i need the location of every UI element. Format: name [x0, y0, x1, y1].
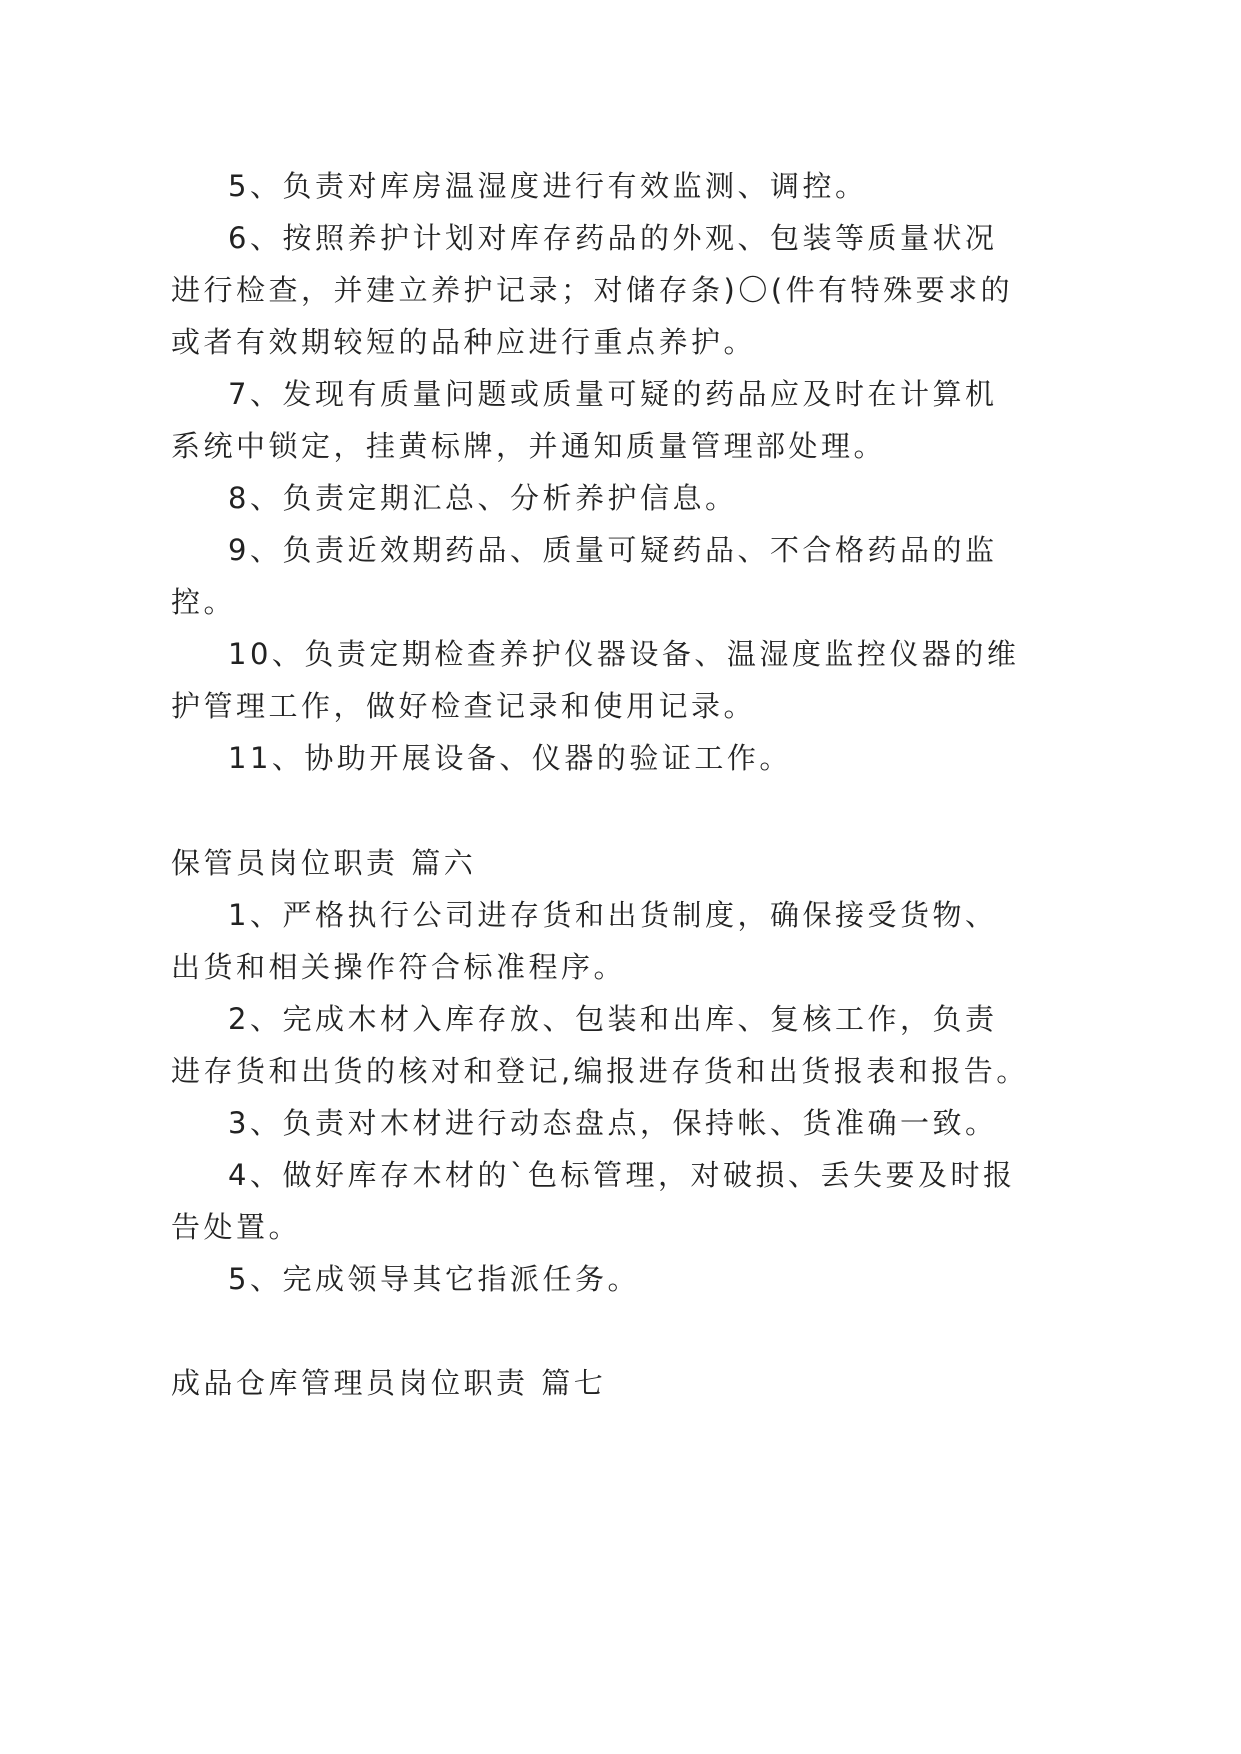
- text-line: 11、协助开展设备、仪器的验证工作。: [228, 741, 792, 775]
- text-line: 3、负责对木材进行动态盘点，保持帐、货准确一致。: [228, 1106, 998, 1140]
- text-line: 4、做好库存木材的`色标管理，对破损、丢失要及时报: [228, 1158, 1016, 1192]
- section-heading: 成品仓库管理员岗位职责 篇七: [171, 1366, 607, 1400]
- text-line: 7、发现有质量问题或质量可疑的药品应及时在计算机: [228, 377, 998, 411]
- text-line: 5、完成领导其它指派任务。: [228, 1262, 640, 1296]
- text-line: 护管理工作，做好检查记录和使用记录。: [171, 689, 757, 723]
- text-line: 10、负责定期检查养护仪器设备、温湿度监控仪器的维: [228, 637, 1020, 671]
- text-line: 进存货和出货的核对和登记,编报进存货和出货报表和报告。: [171, 1054, 1029, 1088]
- text-line: 告处置。: [171, 1210, 302, 1244]
- text-line: 1、严格执行公司进存货和出货制度，确保接受货物、: [228, 898, 998, 932]
- text-line: 出货和相关操作符合标准程序。: [171, 950, 627, 984]
- text-line: 或者有效期较短的品种应进行重点养护。: [171, 325, 757, 359]
- text-line: 8、负责定期汇总、分析养护信息。: [228, 481, 738, 515]
- text-line: 2、完成木材入库存放、包装和出库、复核工作，负责: [228, 1002, 998, 1036]
- section-heading: 保管员岗位职责 篇六: [171, 846, 477, 880]
- text-line: 5、负责对库房温湿度进行有效监测、调控。: [228, 169, 868, 203]
- text-line: 进行检查，并建立养护记录；对储存条)〇(件有特殊要求的: [171, 273, 1014, 307]
- text-line: 6、按照养护计划对库存药品的外观、包装等质量状况: [228, 221, 998, 255]
- text-line: 9、负责近效期药品、质量可疑药品、不合格药品的监: [228, 533, 998, 567]
- text-line: 系统中锁定，挂黄标牌，并通知质量管理部处理。: [171, 429, 887, 463]
- text-line: 控。: [171, 585, 237, 619]
